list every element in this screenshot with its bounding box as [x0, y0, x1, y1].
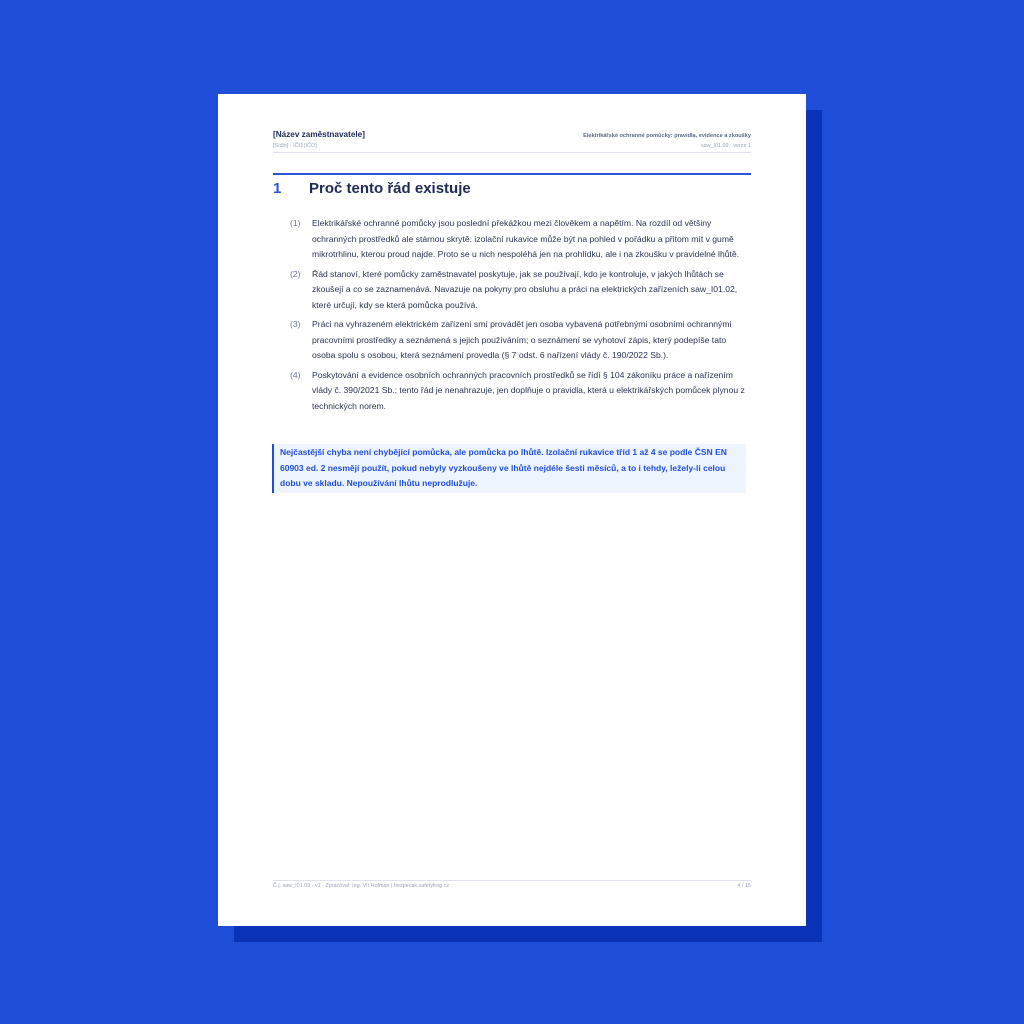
paragraph-number: (2) — [290, 268, 301, 279]
page-header — [273, 130, 751, 153]
page-number: 4 / 15 — [737, 883, 751, 889]
section-title: Proč tento řád existuje — [309, 180, 471, 197]
document-page — [218, 94, 806, 926]
footer-divider — [273, 880, 751, 881]
paragraph-text: Práci na vyhrazeném elektrickém zařízení smí provádět jen osoba vybavená potřebnými osobními ochrannými pracovními prostředky a seznámená s jejich používáním; o seznámení se vyhotoví zápis, který podepíše tato osoba spolu s osobou, která seznámení provedla (§ 7 odst. 6 nařízení vlády č. 190/2022 Sb.). — [312, 319, 732, 360]
header-divider — [273, 152, 751, 153]
header-row — [273, 130, 751, 139]
header-subrow — [273, 143, 751, 149]
paragraph-number: (3) — [290, 319, 301, 329]
section-number: 1 — [273, 180, 282, 197]
paragraph — [290, 267, 748, 314]
section-heading — [273, 180, 471, 197]
page-footer — [273, 880, 751, 889]
employer-name: [Název zaměstnavatele] — [273, 130, 365, 139]
paragraph — [290, 317, 748, 364]
footer-row — [273, 883, 751, 889]
paragraph-text: Poskytování a evidence osobních ochranných pracovních prostředků se řídí § 104 zákoníku práce a nařízením vlády č. 390/2021 Sb.; tento řád je nenahrazuje, jen doplňuje o pravidla, která u elektrikářských pomůcek plynou z technických norem. — [312, 369, 745, 411]
paragraph-text: Řád stanoví, které pomůcky zaměstnavatel poskytuje, jak se používají, kdo je kontroluje, v jakých lhůtách se zkoušejí a co se zaznamenává. Navazuje na pokyny pro obsluhu a práci na elektrických zařízeních saw_I01.02, které určují, kdy se která pomůcka používá. — [312, 268, 738, 310]
paragraph-text: Elektrikářské ochranné pomůcky jsou poslední překážkou mezi člověkem a napětím. Na rozdíl od většiny ochranných prostředků ale stárnou skrytě: izolační rukavice může být na pohled v pořádku a přitom mít v gumě mikrotrhlinu, kterou proud najde. Proto se u nich nespoléhá jen na prohlídku, ale i na zkoušku v pravidelné lhůtě. — [312, 218, 740, 259]
paragraph-number: (1) — [290, 218, 301, 228]
warning-callout: Nejčastější chyba není chybějící pomůcka, ale pomůcka po lhůtě. Izolační rukavice tříd 1 až 4 se podle ČSN EN 60903 ed. 2 nesmějí použít, pokud nebyly vyzkoušeny ve lhůtě nejdéle šesti měsíců, a to i tehdy, ležely-li celou dobu ve skladu. Nepoužívání lhůtu neprodlužuje. — [272, 444, 746, 493]
footer-reference: Č.j. saw_I01.09 · v1 · Zpracoval: Ing. Vít Hofman | bezpecak.safetyfrog.cz — [273, 883, 450, 889]
paragraph-list — [290, 216, 748, 418]
section-divider — [273, 173, 751, 175]
document-version: saw_I01.09 · verze 1 — [700, 143, 751, 149]
paragraph-number: (4) — [290, 369, 301, 380]
employer-address: [Sídlo] · IČO [IČO] — [273, 143, 317, 149]
document-title: Elektrikářské ochranné pomůcky: pravidla, evidence a zkoušky — [583, 133, 751, 139]
paragraph — [290, 368, 748, 415]
paragraph — [290, 216, 748, 263]
